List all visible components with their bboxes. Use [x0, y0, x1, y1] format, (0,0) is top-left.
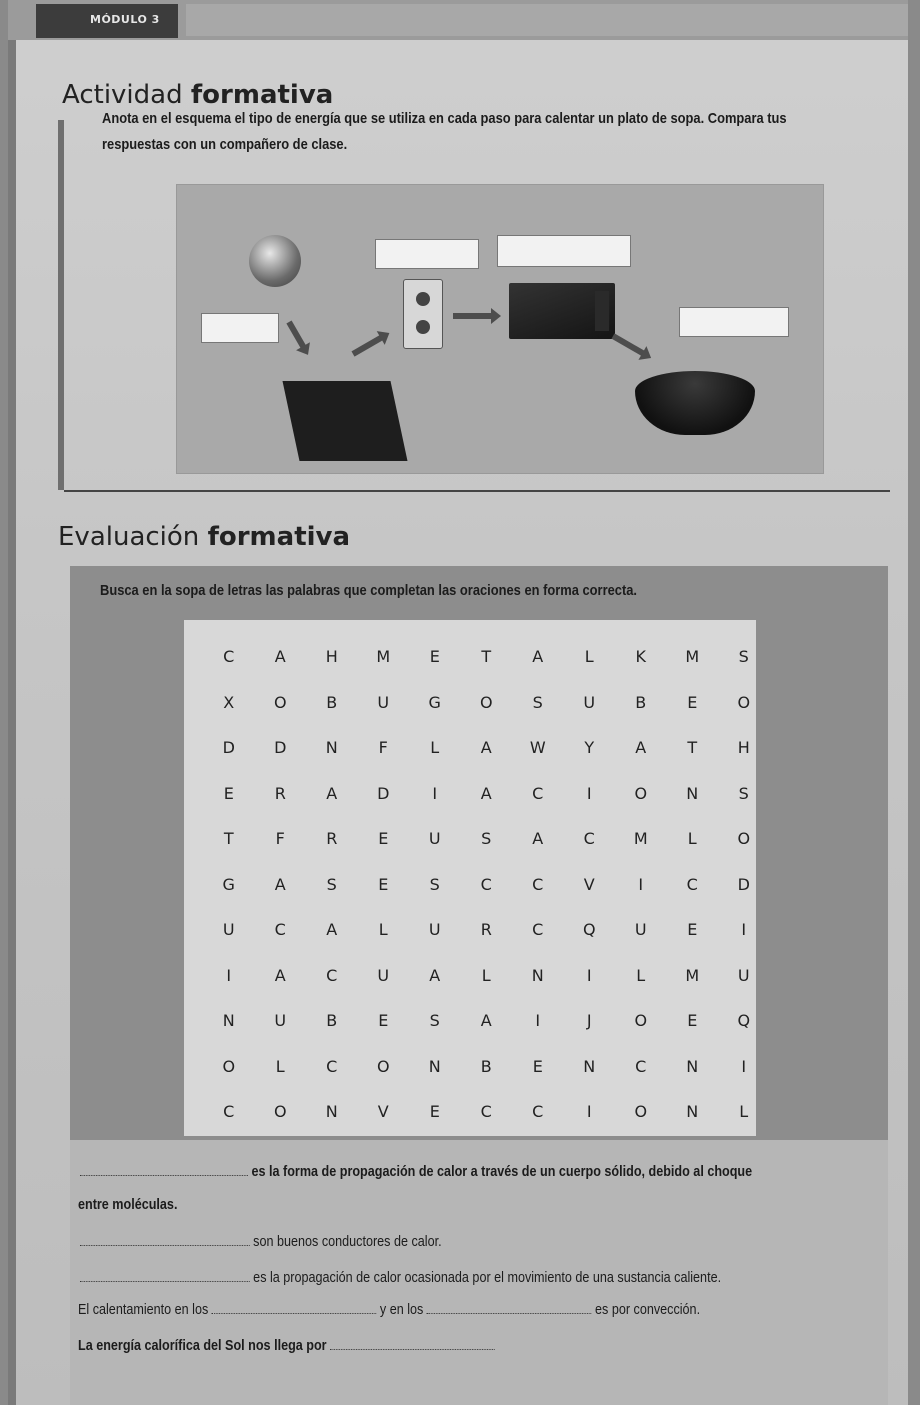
letter-cell[interactable]: C [326, 1056, 338, 1076]
letter-cell[interactable]: I [741, 1056, 747, 1076]
letter-cell[interactable]: A [635, 738, 647, 758]
letter-cell[interactable]: T [481, 647, 492, 667]
letter-cell[interactable]: O [737, 829, 751, 849]
letter-cell[interactable]: U [634, 920, 647, 940]
letter-cell[interactable]: G [428, 692, 441, 712]
letter-cell[interactable]: Q [737, 1011, 751, 1031]
page-edge [8, 40, 16, 1405]
evaluation-instruction: Busca en la sopa de letras las palabras que completan las oraciones en forma correcta. [100, 582, 638, 599]
letter-cell[interactable]: A [480, 783, 492, 803]
letter-cell[interactable]: R [274, 783, 286, 803]
letter-cell[interactable]: D [274, 738, 287, 758]
letter-cell[interactable]: D [737, 874, 750, 894]
letter-cell[interactable]: I [586, 1102, 592, 1122]
letter-cell[interactable]: M [685, 965, 700, 985]
blank-4a[interactable] [212, 1300, 377, 1314]
letter-cell[interactable]: O [376, 1056, 390, 1076]
letter-cell[interactable]: S [532, 692, 543, 712]
letter-cell[interactable]: O [479, 692, 493, 712]
letter-cell[interactable]: F [275, 829, 285, 849]
answer-box-outlet[interactable] [375, 239, 479, 269]
letter-cell[interactable]: L [481, 965, 491, 985]
letter-cell[interactable]: S [738, 647, 749, 667]
letter-cell[interactable]: R [326, 829, 338, 849]
letter-cell[interactable]: A [326, 783, 338, 803]
header-bar [8, 0, 908, 40]
blank-1[interactable] [80, 1162, 248, 1176]
letter-cell[interactable]: A [326, 920, 338, 940]
letter-cell[interactable]: O [273, 692, 287, 712]
letter-cell[interactable]: C [480, 874, 492, 894]
letter-cell[interactable]: E [429, 647, 440, 667]
letter-cell[interactable]: N [222, 1011, 235, 1031]
letter-cell[interactable]: C [635, 1056, 647, 1076]
letter-cell[interactable]: A [532, 647, 544, 667]
letter-cell[interactable]: N [686, 1102, 699, 1122]
letter-cell[interactable]: E [378, 829, 389, 849]
letter-cell[interactable]: V [377, 1102, 389, 1122]
letter-cell[interactable]: S [481, 829, 492, 849]
letter-cell[interactable]: S [326, 874, 337, 894]
word-search-grid [194, 634, 761, 1135]
microwave-image [509, 283, 615, 339]
letter-cell[interactable]: N [428, 1056, 441, 1076]
blank-4b[interactable] [427, 1300, 592, 1314]
letter-cell[interactable]: E [223, 783, 234, 803]
letter-cell[interactable]: M [633, 829, 648, 849]
letter-cell[interactable]: S [738, 783, 749, 803]
letter-cell[interactable]: B [326, 1011, 338, 1031]
letter-cell[interactable]: C [223, 1102, 235, 1122]
arrow-icon [352, 334, 384, 356]
letter-cell[interactable]: I [741, 920, 747, 940]
letter-cell[interactable]: R [480, 920, 492, 940]
arrow-icon [612, 333, 646, 356]
letter-cell[interactable]: C [480, 1102, 492, 1122]
letter-cell[interactable]: U [222, 920, 235, 940]
letter-cell[interactable]: B [635, 692, 647, 712]
letter-cell[interactable]: Q [582, 920, 596, 940]
letter-cell[interactable]: M [685, 647, 700, 667]
arrow-icon [453, 313, 493, 319]
letter-cell[interactable]: A [274, 874, 286, 894]
letter-cell[interactable]: S [429, 874, 440, 894]
letter-cell[interactable]: U [377, 692, 390, 712]
letter-cell[interactable]: A [532, 829, 544, 849]
letter-cell[interactable]: N [686, 783, 699, 803]
arrow-icon [286, 321, 306, 350]
letter-cell[interactable]: N [686, 1056, 699, 1076]
letter-cell[interactable]: T [223, 829, 234, 849]
letter-cell[interactable]: U [737, 965, 750, 985]
blank-5[interactable] [330, 1336, 495, 1350]
answer-box-sun[interactable] [201, 313, 279, 343]
letter-cell[interactable]: T [687, 738, 698, 758]
letter-cell[interactable]: C [583, 829, 595, 849]
letter-cell[interactable]: C [274, 920, 286, 940]
sun-image [249, 235, 301, 287]
letter-cell[interactable]: I [586, 783, 592, 803]
header-strip [186, 4, 908, 36]
letter-cell[interactable]: C [532, 783, 544, 803]
evaluation-title: Evaluación formativa [58, 522, 351, 552]
outlet-image [403, 279, 443, 349]
letter-cell[interactable]: L [739, 1102, 749, 1122]
letter-cell[interactable]: E [378, 1011, 389, 1031]
letter-cell[interactable]: A [429, 965, 441, 985]
sentences-panel [70, 1140, 888, 1405]
letter-cell[interactable]: H [737, 738, 750, 758]
letter-cell[interactable]: E [687, 1011, 698, 1031]
letter-cell[interactable]: J [586, 1011, 592, 1031]
letter-cell[interactable]: C [532, 1102, 544, 1122]
textbook-page [8, 0, 908, 1405]
letter-cell[interactable]: X [223, 692, 235, 712]
letter-cell[interactable]: B [326, 692, 338, 712]
letter-cell[interactable]: H [325, 647, 338, 667]
letter-cell[interactable]: E [532, 1056, 543, 1076]
letter-cell[interactable]: U [377, 965, 390, 985]
solar-panel-image [282, 381, 407, 461]
sentence-3: es la propagación de calor ocasionada por el movimiento de una sustancia caliente. [80, 1268, 721, 1286]
answer-box-microwave[interactable] [497, 235, 631, 267]
letter-cell[interactable]: A [480, 1011, 492, 1031]
module-label: MÓDULO 3 [36, 4, 178, 38]
sentence-5: La energía calorífica del Sol nos llega por [78, 1336, 495, 1354]
letter-cell[interactable]: V [583, 874, 595, 894]
letter-cell[interactable]: C [532, 874, 544, 894]
letter-cell[interactable]: U [583, 692, 596, 712]
letter-cell[interactable]: U [274, 1011, 287, 1031]
activity-instruction: Anota en el esquema el tipo de energía que se utiliza en cada paso para calentar un plato de sopa. Compara tus respuestas con un compañero de clase. [102, 110, 787, 153]
letter-cell[interactable]: I [535, 1011, 541, 1031]
letter-cell[interactable]: N [325, 738, 338, 758]
letter-cell[interactable]: O [634, 1011, 648, 1031]
letter-cell[interactable]: D [377, 783, 390, 803]
letter-cell[interactable]: K [635, 647, 646, 667]
letter-cell[interactable]: L [275, 1056, 285, 1076]
letter-cell[interactable]: D [222, 738, 235, 758]
letter-cell[interactable]: S [429, 1011, 440, 1031]
letter-cell[interactable]: Y [584, 738, 595, 758]
letter-cell[interactable]: U [428, 829, 441, 849]
letter-cell[interactable]: N [531, 965, 544, 985]
letter-cell[interactable]: E [687, 920, 698, 940]
blank-2[interactable] [80, 1232, 250, 1246]
letter-cell[interactable]: I [432, 783, 438, 803]
letter-cell[interactable]: L [636, 965, 646, 985]
letter-cell[interactable]: A [274, 647, 286, 667]
sentence-2: son buenos conductores de calor. [80, 1232, 442, 1250]
letter-cell[interactable]: C [686, 874, 698, 894]
sentence-4: El calentamiento en los y en los es por convección. [78, 1301, 701, 1318]
letter-cell[interactable]: I [586, 965, 592, 985]
letter-cell[interactable]: E [429, 1102, 440, 1122]
letter-cell[interactable]: A [480, 738, 492, 758]
letter-cell[interactable]: L [687, 829, 697, 849]
word-search-puzzle [184, 620, 756, 1136]
letter-cell[interactable]: I [638, 874, 644, 894]
letter-cell[interactable]: O [634, 783, 648, 803]
letter-cell[interactable]: C [223, 647, 235, 667]
sentence-1-cont: entre moléculas. [78, 1196, 178, 1213]
letter-cell[interactable]: O [273, 1102, 287, 1122]
letter-cell[interactable]: L [584, 647, 594, 667]
letter-cell[interactable]: L [378, 920, 388, 940]
activity-title: Actividad formativa [62, 80, 334, 110]
letter-cell[interactable]: B [480, 1056, 492, 1076]
letter-cell[interactable]: U [428, 920, 441, 940]
soup-bowl-image [635, 371, 755, 435]
letter-cell[interactable]: C [326, 965, 338, 985]
energy-diagram [176, 184, 824, 474]
letter-cell[interactable]: N [325, 1102, 338, 1122]
letter-cell[interactable]: O [222, 1056, 236, 1076]
letter-cell[interactable]: C [532, 920, 544, 940]
letter-cell[interactable]: A [274, 965, 286, 985]
letter-cell[interactable]: W [529, 738, 546, 758]
letter-cell[interactable]: E [378, 874, 389, 894]
answer-box-bowl[interactable] [679, 307, 789, 337]
letter-cell[interactable]: L [430, 738, 440, 758]
letter-cell[interactable]: O [634, 1102, 648, 1122]
letter-cell[interactable]: G [222, 874, 235, 894]
letter-cell[interactable]: M [376, 647, 391, 667]
blank-3[interactable] [80, 1268, 250, 1282]
sentence-1: es la forma de propagación de calor a través de un cuerpo sólido, debido al choque [80, 1162, 752, 1180]
letter-cell[interactable]: O [737, 692, 751, 712]
letter-cell[interactable]: N [583, 1056, 596, 1076]
letter-cell[interactable]: E [687, 692, 698, 712]
letter-cell[interactable]: I [226, 965, 232, 985]
letter-cell[interactable]: F [378, 738, 388, 758]
